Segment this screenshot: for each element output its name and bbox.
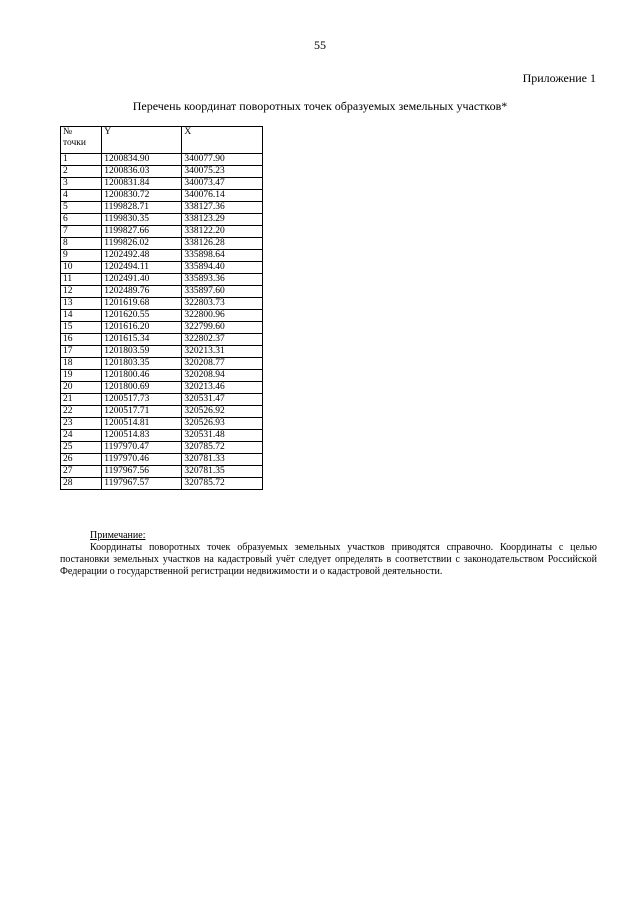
cell-point-number: 22 — [61, 406, 102, 418]
cell-y: 1202491.40 — [102, 274, 182, 286]
cell-point-number: 4 — [61, 190, 102, 202]
table-row — [61, 442, 263, 454]
cell-x: 320208.77 — [182, 358, 263, 370]
cell-point-number: 10 — [61, 262, 102, 274]
header-x: X — [182, 127, 263, 154]
cell-point-number: 25 — [61, 442, 102, 454]
cell-y: 1197967.56 — [102, 466, 182, 478]
cell-y: 1199827.66 — [102, 226, 182, 238]
cell-x: 340076.14 — [182, 190, 263, 202]
cell-point-number: 18 — [61, 358, 102, 370]
cell-point-number: 21 — [61, 394, 102, 406]
cell-x: 320785.72 — [182, 442, 263, 454]
table-row — [61, 274, 263, 286]
cell-x: 322802.37 — [182, 334, 263, 346]
table-row — [61, 430, 263, 442]
cell-point-number: 28 — [61, 478, 102, 490]
cell-point-number: 23 — [61, 418, 102, 430]
cell-y: 1201616.20 — [102, 322, 182, 334]
cell-y: 1201615.34 — [102, 334, 182, 346]
table-header-row — [61, 127, 263, 154]
cell-y: 1200514.81 — [102, 418, 182, 430]
cell-x: 340075.23 — [182, 166, 263, 178]
cell-x: 320531.48 — [182, 430, 263, 442]
table-row — [61, 358, 263, 370]
cell-x: 320213.46 — [182, 382, 263, 394]
cell-point-number: 27 — [61, 466, 102, 478]
cell-x: 340073.47 — [182, 178, 263, 190]
table-row — [61, 310, 263, 322]
cell-y: 1199828.71 — [102, 202, 182, 214]
cell-point-number: 24 — [61, 430, 102, 442]
cell-point-number: 16 — [61, 334, 102, 346]
cell-x: 322803.73 — [182, 298, 263, 310]
cell-y: 1199826.02 — [102, 238, 182, 250]
cell-point-number: 9 — [61, 250, 102, 262]
cell-point-number: 6 — [61, 214, 102, 226]
page-number: 55 — [314, 38, 326, 52]
cell-x: 320208.94 — [182, 370, 263, 382]
cell-y: 1200514.83 — [102, 430, 182, 442]
cell-y: 1201800.69 — [102, 382, 182, 394]
cell-x: 320781.35 — [182, 466, 263, 478]
cell-point-number: 19 — [61, 370, 102, 382]
cell-point-number: 17 — [61, 346, 102, 358]
cell-point-number: 5 — [61, 202, 102, 214]
cell-y: 1200517.71 — [102, 406, 182, 418]
table-row — [61, 466, 263, 478]
cell-y: 1202492.48 — [102, 250, 182, 262]
cell-point-number: 26 — [61, 454, 102, 466]
coordinates-table — [60, 126, 263, 490]
table-body — [61, 154, 263, 490]
table-row — [61, 298, 263, 310]
cell-x: 335898.64 — [182, 250, 263, 262]
table-row — [61, 334, 263, 346]
cell-x: 320526.92 — [182, 406, 263, 418]
cell-y: 1202489.76 — [102, 286, 182, 298]
cell-y: 1197970.46 — [102, 454, 182, 466]
cell-y: 1202494.11 — [102, 262, 182, 274]
table-row — [61, 478, 263, 490]
table-row — [61, 202, 263, 214]
cell-y: 1199830.35 — [102, 214, 182, 226]
appendix-label: Приложение 1 — [522, 71, 596, 85]
cell-x: 322800.96 — [182, 310, 263, 322]
table-row — [61, 190, 263, 202]
cell-point-number: 1 — [61, 154, 102, 166]
cell-x: 320213.31 — [182, 346, 263, 358]
note — [60, 530, 597, 578]
cell-y: 1201619.68 — [102, 298, 182, 310]
cell-point-number: 13 — [61, 298, 102, 310]
header-y: Y — [102, 127, 182, 154]
note-title: Примечание: — [90, 530, 146, 541]
cell-x: 335897.60 — [182, 286, 263, 298]
cell-y: 1197967.57 — [102, 478, 182, 490]
table-row — [61, 322, 263, 334]
document-title: Перечень координат поворотных точек образуемых земельных участков* — [132, 99, 508, 113]
table-row — [61, 382, 263, 394]
cell-x: 320531.47 — [182, 394, 263, 406]
cell-x: 320785.72 — [182, 478, 263, 490]
table-row — [61, 238, 263, 250]
cell-point-number: 20 — [61, 382, 102, 394]
cell-point-number: 15 — [61, 322, 102, 334]
cell-y: 1197970.47 — [102, 442, 182, 454]
table-row — [61, 286, 263, 298]
table-row — [61, 346, 263, 358]
cell-y: 1201803.35 — [102, 358, 182, 370]
table-row — [61, 406, 263, 418]
table-row — [61, 418, 263, 430]
table-row — [61, 394, 263, 406]
cell-y: 1200517.73 — [102, 394, 182, 406]
table-row — [61, 154, 263, 166]
cell-point-number: 12 — [61, 286, 102, 298]
cell-point-number: 11 — [61, 274, 102, 286]
table-row — [61, 226, 263, 238]
table-row — [61, 262, 263, 274]
table-row — [61, 166, 263, 178]
cell-point-number: 8 — [61, 238, 102, 250]
table-row — [61, 178, 263, 190]
header-point-number: № точки — [61, 127, 102, 154]
cell-x: 338126.28 — [182, 238, 263, 250]
cell-y: 1200836.03 — [102, 166, 182, 178]
cell-x: 338122.20 — [182, 226, 263, 238]
cell-point-number: 2 — [61, 166, 102, 178]
cell-x: 335893.36 — [182, 274, 263, 286]
cell-x: 320781.33 — [182, 454, 263, 466]
cell-point-number: 3 — [61, 178, 102, 190]
cell-x: 340077.90 — [182, 154, 263, 166]
cell-point-number: 14 — [61, 310, 102, 322]
table-row — [61, 214, 263, 226]
cell-y: 1200830.72 — [102, 190, 182, 202]
cell-x: 320526.93 — [182, 418, 263, 430]
cell-point-number: 7 — [61, 226, 102, 238]
cell-x: 338127.36 — [182, 202, 263, 214]
cell-x: 338123.29 — [182, 214, 263, 226]
cell-y: 1201800.46 — [102, 370, 182, 382]
table-row — [61, 250, 263, 262]
cell-y: 1200834.90 — [102, 154, 182, 166]
table-row — [61, 370, 263, 382]
cell-x: 335894.40 — [182, 262, 263, 274]
cell-y: 1200831.84 — [102, 178, 182, 190]
cell-y: 1201620.55 — [102, 310, 182, 322]
table-row — [61, 454, 263, 466]
note-text: Координаты поворотных точек образуемых земельных участков приводятся справочно. Координаты с целью постановки земельных участков на кадастровый учёт следует определять в соответствии с законодательством Российской Федерации о государственной регистрации недвижимости и о кадастровой деятельности. — [60, 542, 597, 577]
cell-x: 322799.60 — [182, 322, 263, 334]
cell-y: 1201803.59 — [102, 346, 182, 358]
